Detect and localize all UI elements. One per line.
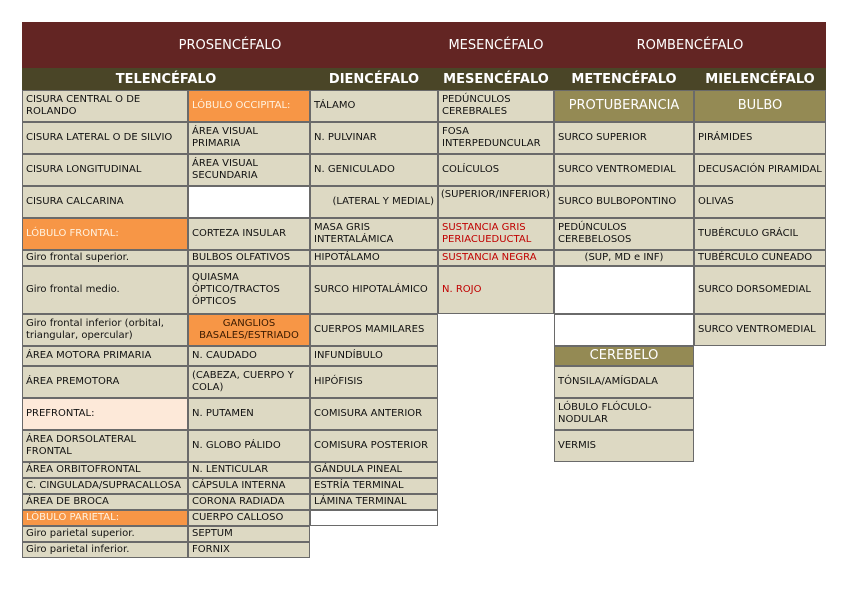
header-metencefalo: METENCÉFALO: [554, 68, 694, 90]
protuberancia-header: PROTUBERANCIA: [554, 90, 694, 122]
dien-cell: N. PULVINAR: [310, 122, 438, 154]
dien-cell-empty: [310, 510, 438, 526]
dien-cell: CUERPOS MAMILARES: [310, 314, 438, 346]
tel-cell: Giro frontal superior.: [22, 250, 188, 266]
header-mielencefalo: MIELENCÉFALO: [694, 68, 826, 90]
tel2-cell: ÁREA VISUAL PRIMARIA: [188, 122, 310, 154]
mesen-cell: (SUPERIOR/INFERIOR): [438, 186, 554, 218]
dien-cell: SURCO HIPOTALÁMICO: [310, 266, 438, 314]
meten-cell: SURCO BULBOPONTINO: [554, 186, 694, 218]
dien-cell: GÁNDULA PINEAL: [310, 462, 438, 478]
mielen-cell: TUBÉRCULO GRÁCIL: [694, 218, 826, 250]
tel-cell: ÁREA DORSOLATERAL FRONTAL: [22, 430, 188, 462]
mielen-cell: DECUSACIÓN PIRAMIDAL: [694, 154, 826, 186]
meten-cell: SURCO VENTROMEDIAL: [554, 154, 694, 186]
meten-cell-empty: [554, 314, 694, 346]
mesen-cell-sustancia-negra: SUSTANCIA NEGRA: [438, 250, 554, 266]
mesen-cell: FOSA INTERPEDUNCULAR: [438, 122, 554, 154]
tel2-cell: BULBOS OLFATIVOS: [188, 250, 310, 266]
header-mesencefalo-top: MESENCÉFALO: [448, 37, 544, 53]
cerebelo-cell: LÓBULO FLÓCULO-NODULAR: [554, 398, 694, 430]
cerebelo-header: CEREBELO: [554, 346, 694, 366]
header-diencefalo: DIENCÉFALO: [310, 68, 438, 90]
dien-cell: MASA GRIS INTERTALÁMICA: [310, 218, 438, 250]
mesen-cell-sustancia-gris: SUSTANCIA GRIS PERIACUEDUCTAL: [438, 218, 554, 250]
tel2-cell: N. PUTAMEN: [188, 398, 310, 430]
tel-cell-lobulo-frontal: LÓBULO FRONTAL:: [22, 218, 188, 250]
tel-cell: Giro frontal inferior (orbital, triangular, opercular): [22, 314, 188, 346]
dien-cell: LÁMINA TERMINAL: [310, 494, 438, 510]
dien-cell: TÁLAMO: [310, 90, 438, 122]
tel2-cell: CORONA RADIADA: [188, 494, 310, 510]
tel2-cell: CÁPSULA INTERNA: [188, 478, 310, 494]
tel2-cell-lobulo-occipital: LÓBULO OCCIPITAL:: [188, 90, 310, 122]
tel2-cell: CUERPO CALLOSO: [188, 510, 310, 526]
tel-cell: CISURA LATERAL O DE SILVIO: [22, 122, 188, 154]
tel2-cell: QUIASMA ÓPTICO/TRACTOS ÓPTICOS: [188, 266, 310, 314]
meten-cell: PEDÚNCULOS CEREBELOSOS: [554, 218, 694, 250]
tel2-cell: ÁREA VISUAL SECUNDARIA: [188, 154, 310, 186]
tel2-cell: N. LENTICULAR: [188, 462, 310, 478]
meten-cell-empty: [554, 266, 694, 314]
meten-cell: SURCO SUPERIOR: [554, 122, 694, 154]
dien-cell: INFUNDÍBULO: [310, 346, 438, 366]
dien-cell: COMISURA POSTERIOR: [310, 430, 438, 462]
tel-cell: CISURA CALCARINA: [22, 186, 188, 218]
tel-cell-prefrontal: PREFRONTAL:: [22, 398, 188, 430]
header-telencefalo: TELENCÉFALO: [22, 68, 310, 90]
dien-cell: (LATERAL Y MEDIAL): [310, 186, 438, 218]
tel-cell: Giro parietal superior.: [22, 526, 188, 542]
header-rombencefalo: ROMBENCÉFALO: [636, 37, 744, 53]
meten-cell: (SUP, MD e INF): [554, 250, 694, 266]
mesen-cell: PEDÚNCULOS CEREBRALES: [438, 90, 554, 122]
mesen-cell-n-rojo: N. ROJO: [438, 266, 554, 314]
cerebelo-cell: TÓNSILA/AMÍGDALA: [554, 366, 694, 398]
mielen-cell: SURCO DORSOMEDIAL: [694, 266, 826, 314]
header-prosencefalo: PROSENCÉFALO: [178, 37, 282, 53]
dien-cell: N. GENICULADO: [310, 154, 438, 186]
mesen-cell: COLÍCULOS: [438, 154, 554, 186]
bulbo-header: BULBO: [694, 90, 826, 122]
tel2-cell: CORTEZA INSULAR: [188, 218, 310, 250]
tel-cell: Giro parietal inferior.: [22, 542, 188, 558]
dien-cell: COMISURA ANTERIOR: [310, 398, 438, 430]
tel-cell: CISURA CENTRAL O DE ROLANDO: [22, 90, 188, 122]
tel2-cell: (CABEZA, CUERPO Y COLA): [188, 366, 310, 398]
tel-cell: ÁREA MOTORA PRIMARIA: [22, 346, 188, 366]
tel-cell: CISURA LONGITUDINAL: [22, 154, 188, 186]
tel2-cell-ganglios-basales: GANGLIOS BASALES/ESTRIADO: [188, 314, 310, 346]
dien-cell: HIPOTÁLAMO: [310, 250, 438, 266]
tel-cell: ÁREA PREMOTORA: [22, 366, 188, 398]
dien-cell: ESTRÍA TERMINAL: [310, 478, 438, 494]
mielen-cell: PIRÁMIDES: [694, 122, 826, 154]
tel2-cell: SEPTUM: [188, 526, 310, 542]
tel-cell: Giro frontal medio.: [22, 266, 188, 314]
header-mesencefalo: MESENCÉFALO: [438, 68, 554, 90]
mielen-cell: SURCO VENTROMEDIAL: [694, 314, 826, 346]
tel-cell: ÁREA DE BROCA: [22, 494, 188, 510]
tel2-cell-empty: [188, 186, 310, 218]
cerebelo-cell: VERMIS: [554, 430, 694, 462]
mielen-cell: TUBÉRCULO CUNEADO: [694, 250, 826, 266]
tel2-cell: FORNIX: [188, 542, 310, 558]
tel2-cell: N. CAUDADO: [188, 346, 310, 366]
mielen-cell: OLIVAS: [694, 186, 826, 218]
tel-cell: C. CINGULADA/SUPRACALLOSA: [22, 478, 188, 494]
tel2-cell: N. GLOBO PÁLIDO: [188, 430, 310, 462]
tel-cell-lobulo-parietal: LÓBULO PARIETAL:: [22, 510, 188, 526]
tel-cell: ÁREA ORBITOFRONTAL: [22, 462, 188, 478]
dien-cell: HIPÓFISIS: [310, 366, 438, 398]
